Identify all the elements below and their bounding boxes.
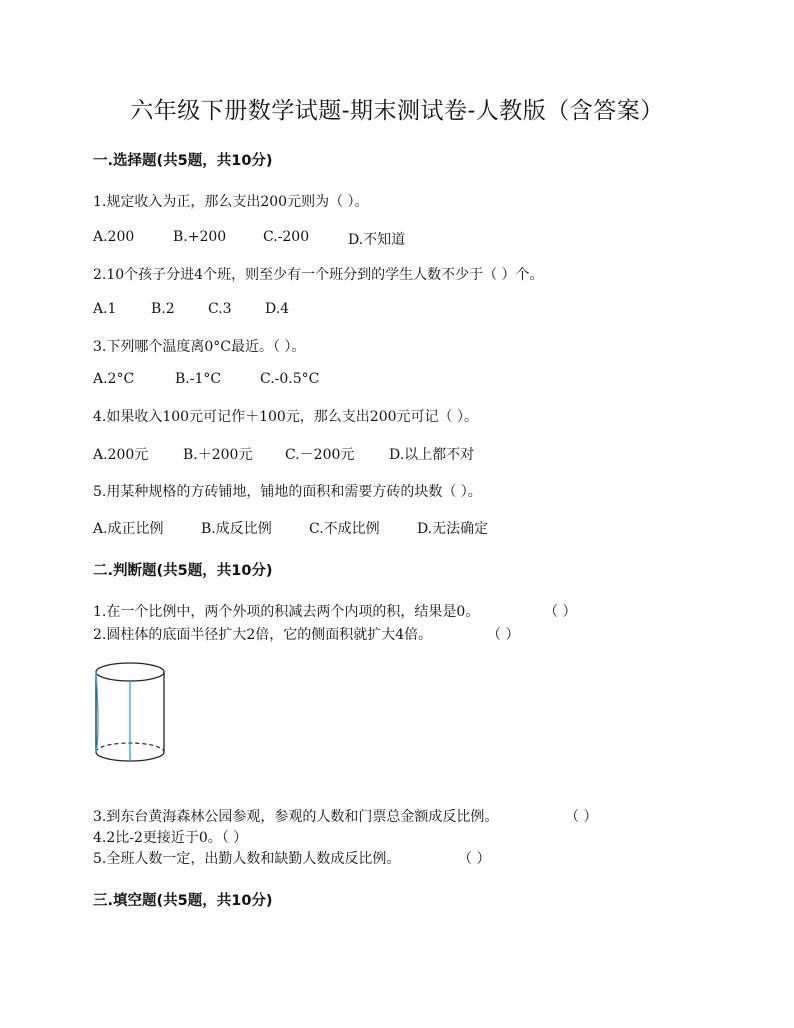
option-b: B.+200 bbox=[173, 229, 227, 245]
section-heading-fill: 三.填空题(共5题，共10分) bbox=[93, 893, 273, 909]
cylinder-icon bbox=[94, 660, 174, 770]
option-b: B.成反比例 bbox=[201, 521, 272, 537]
question-1-4: 4.如果收入100元可记作＋100元，那么支出200元可记（ ）。 bbox=[93, 409, 478, 425]
question-1-2: 2.10个孩子分进4个班，则至少有一个班分到的学生人数不少于（ ）个。 bbox=[93, 267, 544, 283]
answer-bracket-2-1: （ ） bbox=[544, 604, 577, 620]
section-heading-judge: 二.判断题(共5题，共10分) bbox=[93, 563, 273, 579]
option-a: A.200元 bbox=[93, 447, 149, 463]
answer-bracket-2-5: （ ） bbox=[458, 851, 491, 867]
option-b: B.-1°C bbox=[175, 371, 222, 387]
option-d: D.无法确定 bbox=[417, 521, 489, 537]
question-1-1: 1.规定收入为正，那么支出200元则为（ ）。 bbox=[93, 194, 369, 210]
option-c: C.-0.5°C bbox=[260, 371, 320, 387]
option-c: C.不成比例 bbox=[309, 521, 380, 537]
question-1-5: 5.用某种规格的方砖铺地，铺地的面积和需要方砖的块数（ ）。 bbox=[93, 484, 482, 500]
question-2-1: 1.在一个比例中，两个外项的积减去两个内项的积，结果是0。 bbox=[93, 604, 480, 620]
option-c: C.3 bbox=[208, 301, 232, 317]
question-2-3: 3.到东台黄海森林公园参观，参观的人数和门票总金额成反比例。 bbox=[93, 809, 499, 825]
option-d: D.以上都不对 bbox=[389, 447, 475, 463]
option-c: C.-200 bbox=[263, 229, 310, 245]
answer-bracket-2-2: （ ） bbox=[487, 627, 520, 643]
question-1-3: 3.下列哪个温度离0°C最近。（ ）。 bbox=[93, 339, 306, 355]
question-2-4: 4.2比-2更接近于0。（ ） bbox=[93, 830, 248, 846]
option-d: D.4 bbox=[265, 301, 290, 317]
option-a: A.2°C bbox=[93, 371, 135, 387]
option-b: B.＋200元 bbox=[183, 447, 253, 463]
question-2-2: 2.圆柱体的底面半径扩大2倍，它的侧面积就扩大4倍。 bbox=[93, 627, 433, 643]
question-2-5: 5.全班人数一定，出勤人数和缺勤人数成反比例。 bbox=[93, 851, 401, 867]
option-d: D.不知道 bbox=[348, 232, 406, 248]
option-c: C.－200元 bbox=[285, 447, 355, 463]
option-a: A.1 bbox=[93, 301, 117, 317]
section-heading-choice: 一.选择题(共5题，共10分) bbox=[93, 153, 273, 169]
option-b: B.2 bbox=[151, 301, 175, 317]
option-a: A.200 bbox=[93, 229, 135, 245]
answer-bracket-2-3: （ ） bbox=[565, 809, 598, 825]
page-title: 六年级下册数学试题-期末测试卷-人教版（含答案） bbox=[130, 98, 664, 124]
option-a: A.成正比例 bbox=[93, 521, 164, 537]
